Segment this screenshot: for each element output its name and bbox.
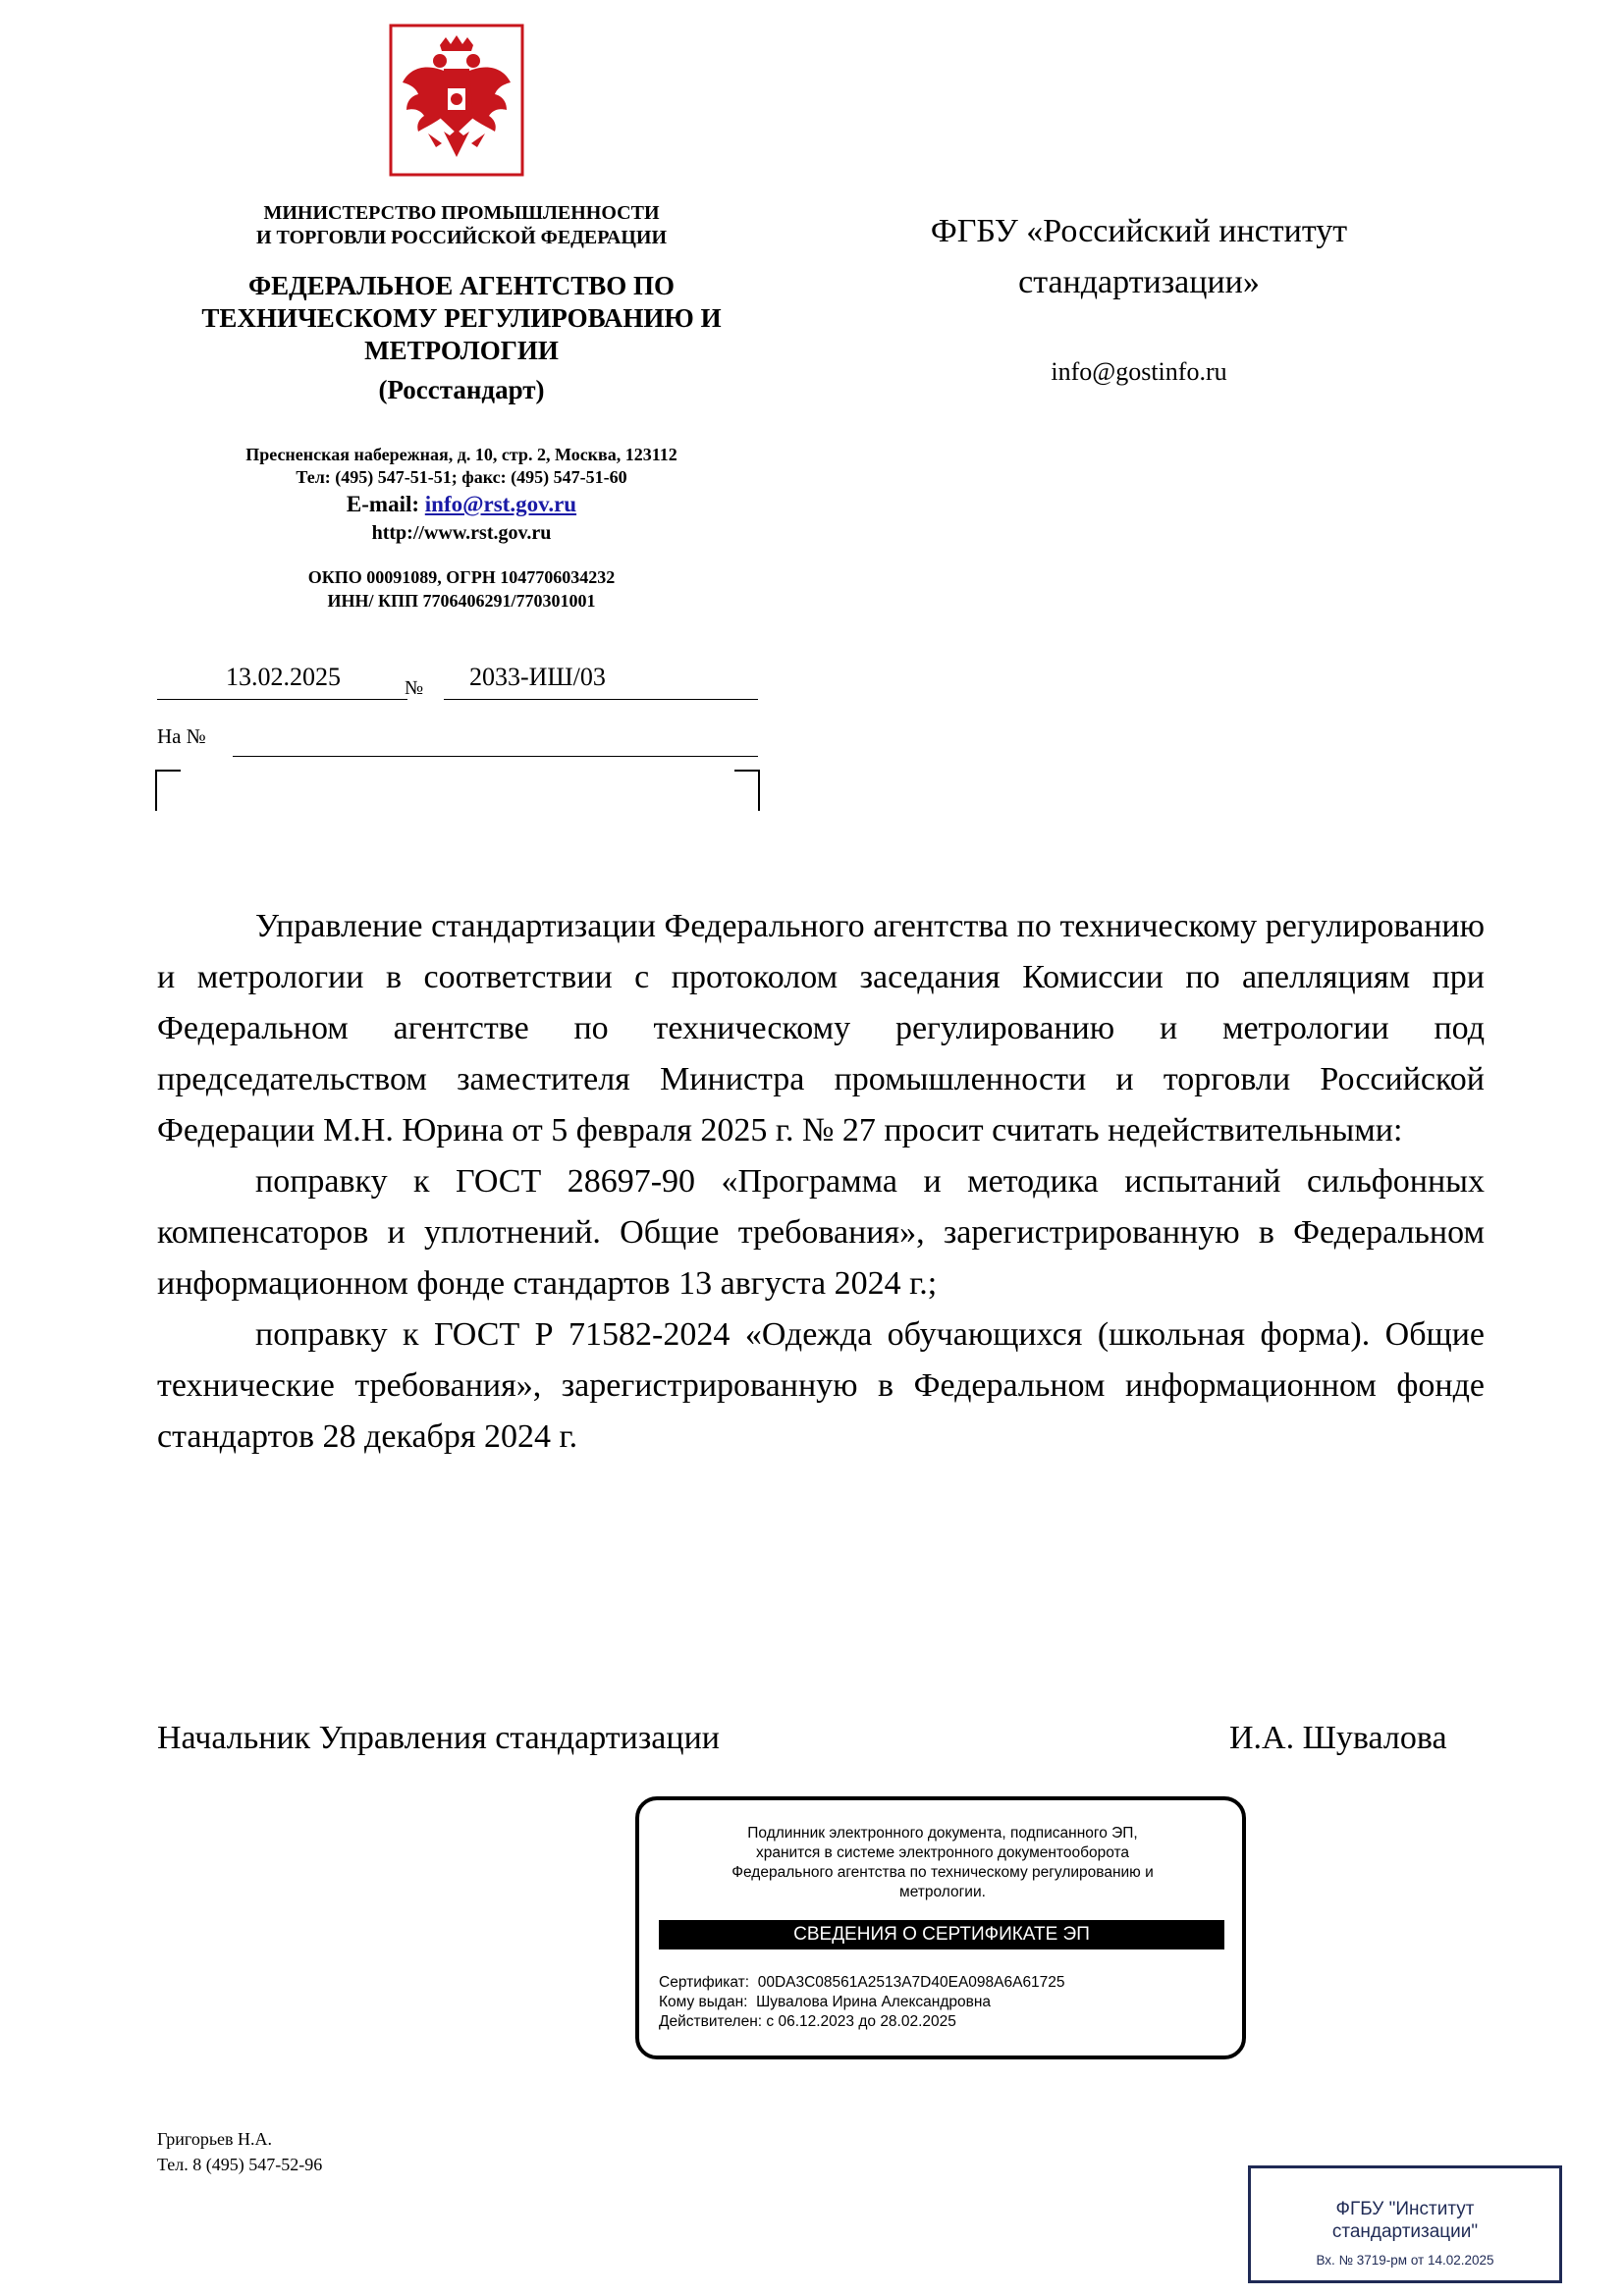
agency-line: МЕТРОЛОГИИ — [364, 336, 559, 365]
executor-name: Григорьев Н.А. — [157, 2129, 273, 2149]
issued-to-value: Шувалова Ирина Александровна — [756, 1994, 992, 2010]
document-date: 13.02.2025 — [226, 663, 341, 691]
executor-phone: Тел. 8 (495) 547-52-96 — [157, 2155, 323, 2174]
incoming-org-line: ФГБУ "Институт — [1335, 2199, 1475, 2219]
agency-short-name: (Росстандарт) — [378, 375, 545, 404]
recipient-name — [884, 206, 1394, 308]
date-underline — [157, 699, 407, 700]
recipient-email: info@gostinfo.ru — [1051, 357, 1227, 386]
issued-to-row — [659, 1993, 1228, 2012]
coat-of-arms-emblem — [389, 24, 524, 177]
incoming-number: Вх. № 3719-рм от 14.02.2025 — [1316, 2253, 1494, 2268]
document-number: 2033-ИШ/03 — [469, 663, 606, 691]
ministry-line: И ТОРГОВЛИ РОССИЙСКОЙ ФЕДЕРАЦИИ — [255, 227, 668, 248]
reply-to-underline — [233, 756, 758, 757]
e-signature-intro-line: Подлинник электронного документа, подписанного ЭП, — [747, 1825, 1138, 1842]
e-signature-intro — [653, 1824, 1232, 1902]
valid-label: Действителен: — [659, 2013, 763, 2030]
address-line: Пресненская набережная, д. 10, стр. 2, Москва, 123112 — [245, 445, 677, 464]
certificate-label: Сертификат: — [659, 1974, 750, 1991]
issued-to-label: Кому выдан: — [659, 1994, 748, 2010]
ministry-name — [157, 201, 766, 250]
body-paragraph: поправку к ГОСТ Р 71582-2024 «Одежда обучающихся (школьная форма). Общие технические требования», зарегистрированную в Федеральном информационном фонде стандартов 28 декабря 2024 г. — [157, 1316, 1485, 1455]
signer-name: И.А. Шувалова — [1229, 1720, 1447, 1756]
ministry-line: МИНИСТЕРСТВО ПРОМЫШЛЕННОСТИ — [263, 202, 660, 224]
agency-name — [147, 270, 776, 367]
codes-line: ИНН/ КПП 7706406291/770301001 — [327, 591, 596, 611]
valid-value: с 06.12.2023 до 28.02.2025 — [766, 2013, 956, 2030]
signer-title: Начальник Управления стандартизации — [157, 1720, 720, 1756]
agency-line: ТЕХНИЧЕСКОМУ РЕГУЛИРОВАНИЮ И — [201, 303, 722, 333]
sender-email — [147, 491, 776, 518]
e-signature-header: СВЕДЕНИЯ О СЕРТИФИКАТЕ ЭП — [659, 1920, 1224, 1949]
recipient-line: ФГБУ «Российский институт — [930, 213, 1348, 249]
email-label: E-mail: — [346, 492, 420, 516]
sender-codes — [147, 565, 776, 613]
e-signature-stamp — [635, 1796, 1246, 2059]
certificate-row — [659, 1973, 1228, 1993]
certificate-value: 00DA3C08561A2513A7D40EA098A6A61725 — [757, 1974, 1065, 1991]
valid-row — [659, 2012, 1228, 2032]
incoming-org-line: стандартизации" — [1331, 2221, 1479, 2242]
number-sign: № — [405, 677, 424, 699]
executor-info — [157, 2126, 322, 2177]
sender-address — [147, 444, 776, 489]
body-paragraph: поправку к ГОСТ 28697-90 «Программа и методика испытаний сильфонных компенсаторов и уплотнений. Общие требования», зарегистрированную в Федеральном информационном фонде стандартов 13 августа 2024 г.; — [157, 1163, 1485, 1302]
e-signature-details — [659, 1973, 1228, 2032]
email-link[interactable]: info@rst.gov.ru — [424, 492, 577, 516]
reply-to-label: На № — [157, 724, 206, 748]
sender-website: http://www.rst.gov.ru — [371, 522, 552, 544]
address-corner-left — [155, 770, 181, 811]
body-paragraph: Управление стандартизации Федерального агентства по техническому регулированию и метрологии в соответствии с протоколом заседания Комиссии по апелляциям при Федеральном агентстве по техническому регулированию и метрологии под председательством заместителя Министра промышленности и торговли Российской Федерации М.Н. Юрина от 5 февраля 2025 г. № 27 просит считать недействительными: — [157, 908, 1485, 1148]
codes-line: ОКПО 00091089, ОГРН 1047706034232 — [307, 567, 616, 587]
number-underline — [444, 699, 758, 700]
agency-line: ФЕДЕРАЛЬНОЕ АГЕНТСТВО ПО — [247, 271, 676, 300]
recipient-line: стандартизации» — [1018, 264, 1260, 300]
e-signature-intro-line: метрологии. — [899, 1884, 986, 1900]
e-signature-intro-line: Федерального агентства по техническому регулированию и — [731, 1864, 1154, 1881]
e-signature-intro-line: хранится в системе электронного документооборота — [755, 1844, 1130, 1861]
phone-line: Тел: (495) 547-51-51; факс: (495) 547-51-60 — [296, 467, 627, 487]
letter-body — [157, 901, 1485, 1463]
incoming-registration-stamp — [1248, 2165, 1562, 2283]
address-corner-right — [734, 770, 760, 811]
incoming-org — [1251, 2198, 1559, 2243]
